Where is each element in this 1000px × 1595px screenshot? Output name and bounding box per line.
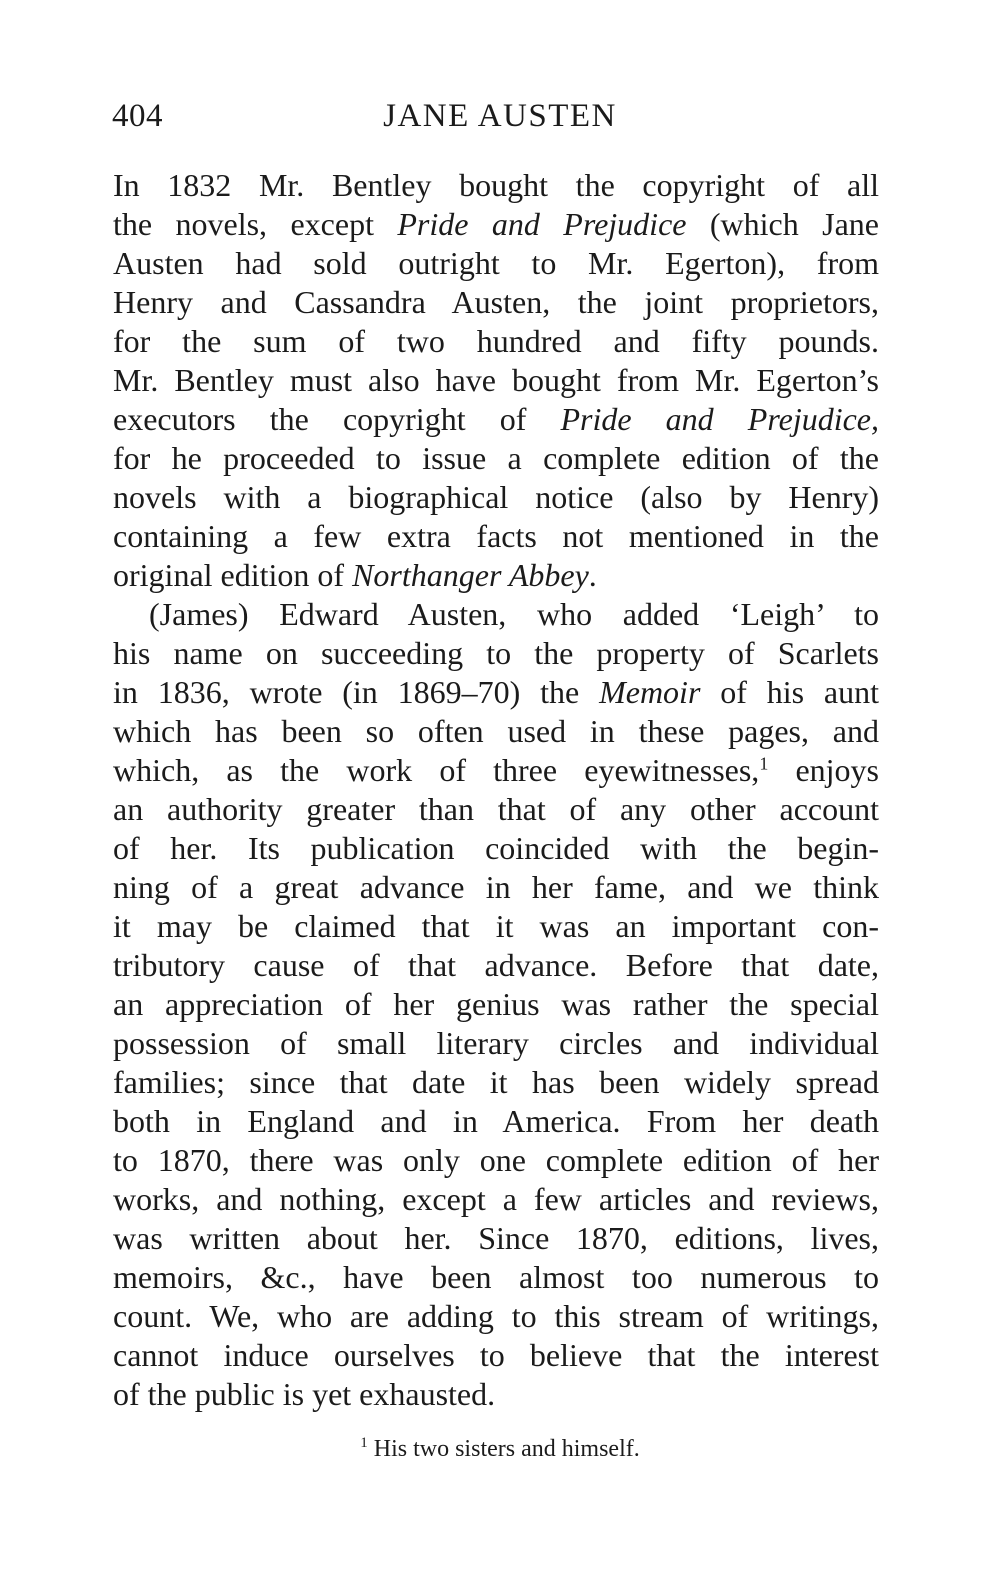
text-line (113, 790, 879, 829)
text-line (113, 1297, 879, 1336)
text-line (113, 868, 879, 907)
text-line (113, 1219, 879, 1258)
text-line (113, 1258, 879, 1297)
text-segment: of his aunt (700, 674, 880, 710)
text-line (113, 205, 879, 244)
text-line (113, 478, 879, 517)
text-segment: an authority greater than that of any other account (113, 791, 879, 827)
text-segment: executors the copyright of (113, 401, 561, 437)
text-line (113, 1336, 879, 1375)
text-segment: (which Jane (686, 206, 879, 242)
text-line (113, 946, 879, 985)
italic-title: Pride and Prejudice (397, 206, 687, 242)
text-segment: it may be claimed that it was an important con- (113, 908, 879, 944)
text-segment: in 1836, wrote (in 1869–70) the (113, 674, 600, 710)
text-line (113, 907, 879, 946)
text-segment: cannot induce ourselves to believe that the interest (113, 1337, 879, 1373)
text-segment: was written about her. Since 1870, editions, lives, (113, 1220, 879, 1256)
text-segment: for the sum of two hundred and fifty pounds. (113, 323, 879, 359)
text-line (113, 673, 879, 712)
footnote-marker: 1 (360, 1435, 368, 1451)
text-line (113, 1063, 879, 1102)
text-segment: Austen had sold outright to Mr. Egerton), from (113, 245, 879, 281)
text-segment: memoirs, &c., have been almost too numerous to (113, 1259, 879, 1295)
footnote-reference: 1 (759, 753, 769, 774)
text-segment: of her. Its publication coincided with the begin- (113, 830, 879, 866)
text-segment: . (588, 557, 597, 593)
text-line (113, 1102, 879, 1141)
text-line (113, 634, 879, 673)
text-segment: Mr. Bentley must also have bought from Mr. Egerton’s (113, 362, 879, 398)
text-segment: (James) Edward Austen, who added ‘Leigh’ to (149, 596, 879, 632)
footnote-text: His two sisters and himself. (367, 1436, 640, 1462)
italic-title: Memoir (599, 674, 701, 710)
footnote (0, 1436, 1000, 1463)
text-line (113, 1141, 879, 1180)
text-line (113, 166, 879, 205)
text-segment: count. We, who are adding to this stream of writings, (113, 1298, 879, 1334)
text-line (113, 361, 879, 400)
text-segment: the novels, except (113, 206, 398, 242)
text-line (113, 829, 879, 868)
text-segment: containing a few extra facts not mentioned in the (113, 518, 879, 554)
text-line (113, 439, 879, 478)
italic-title: Northanger Abbey (352, 557, 589, 593)
text-line (113, 985, 879, 1024)
text-segment: works, and nothing, except a few articles and reviews, (113, 1181, 879, 1217)
body-text (113, 166, 879, 1414)
text-line (113, 244, 879, 283)
text-line (113, 517, 879, 556)
text-line (113, 595, 879, 634)
text-segment: of the public is yet exhausted. (113, 1376, 496, 1412)
italic-title: Pride and Prejudice, (560, 401, 879, 437)
text-segment: both in England and in America. From her death (113, 1103, 879, 1139)
text-segment: for he proceeded to issue a complete edition of the (113, 440, 879, 476)
text-line (113, 1375, 879, 1414)
text-segment: which, as the work of three eyewitnesses, (113, 752, 760, 788)
page-number: 404 (112, 98, 163, 134)
text-line (113, 712, 879, 751)
text-line (113, 1024, 879, 1063)
text-line (113, 556, 879, 595)
text-segment: his name on succeeding to the property of Scarlets (113, 635, 879, 671)
text-segment: an appreciation of her genius was rather the special (113, 986, 879, 1022)
text-line (113, 283, 879, 322)
text-segment: novels with a biographical notice (also by Henry) (113, 479, 879, 515)
text-segment: which has been so often used in these pages, and (113, 713, 879, 749)
text-segment: original edition of (113, 557, 353, 593)
text-segment: to 1870, there was only one complete edition of her (113, 1142, 879, 1178)
text-line (113, 1180, 879, 1219)
text-segment: enjoys (768, 752, 880, 788)
text-segment: families; since that date it has been widely spread (113, 1064, 879, 1100)
text-segment: tributory cause of that advance. Before that date, (113, 947, 879, 983)
text-segment: Henry and Cassandra Austen, the joint proprietors, (113, 284, 879, 320)
text-line (113, 322, 879, 361)
text-line (113, 400, 879, 439)
text-segment: In 1832 Mr. Bentley bought the copyright of all (113, 167, 879, 203)
running-head: JANE AUSTEN (383, 98, 617, 134)
text-segment: possession of small literary circles and individual (113, 1025, 879, 1061)
text-segment: ning of a great advance in her fame, and we think (113, 869, 879, 905)
text-line (113, 751, 879, 790)
